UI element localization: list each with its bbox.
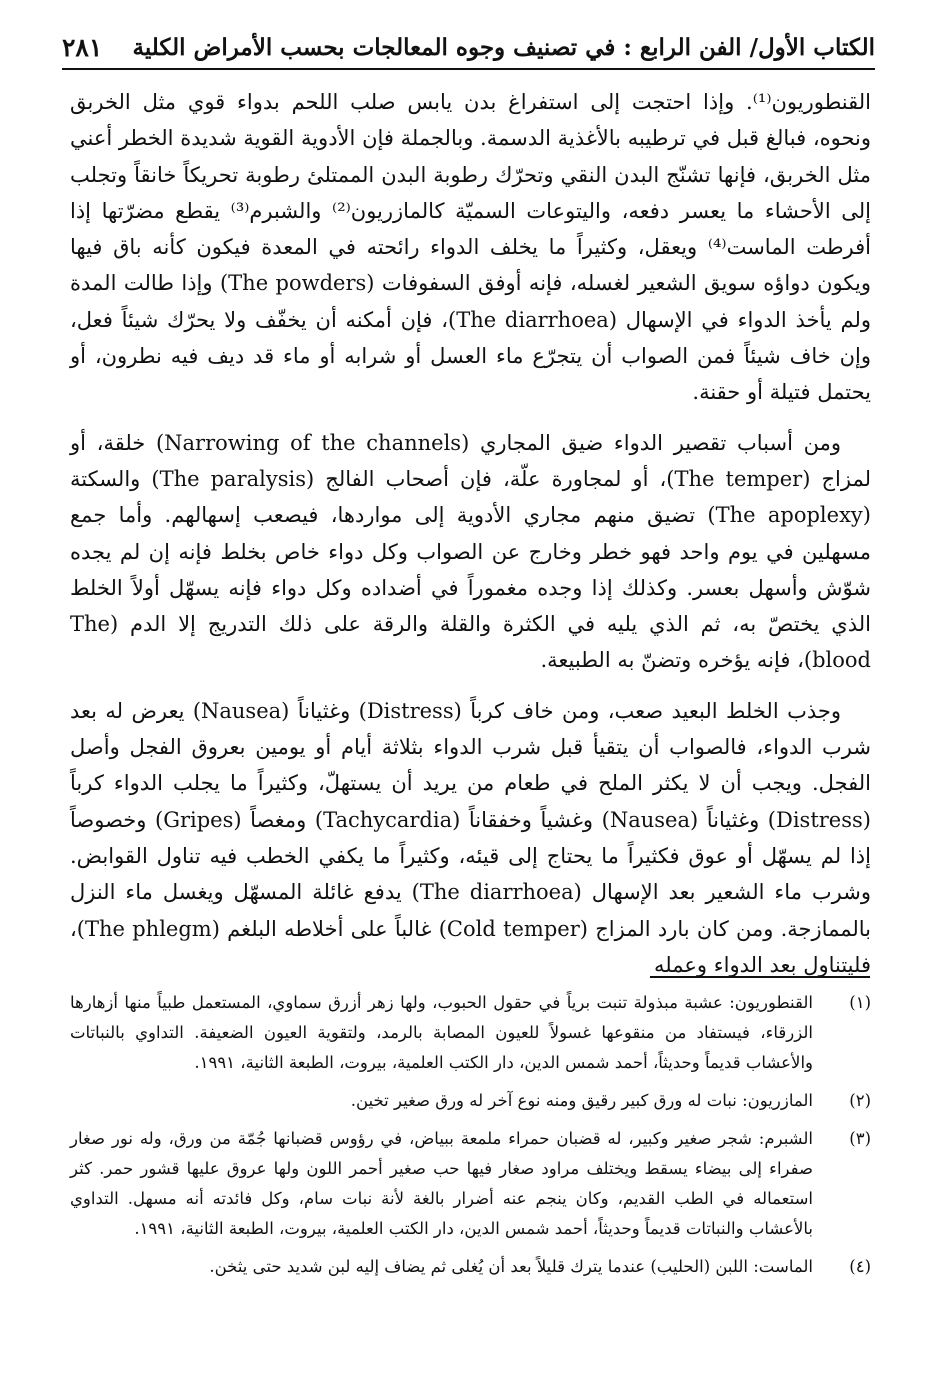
page-header [62,30,875,64]
footnotes [70,988,871,1290]
footnote [70,988,871,1078]
footnote [70,1252,871,1282]
paragraph: ومن أسباب تقصير الدواء ضيق المجاري (Narrowing of the channels) خلقة، أو لمزاج (The temper)، أو لمجاورة علّة، فإن أصحاب الفالج (The paralysis) والسكتة (The apoplexy) تضيق منهم مجاري الأدوية إلى مواردها، فيصعب إسهالهم. وأما جمع مسهلين في يوم واحد فهو خطر وخارج عن الصواب وكل دواء خاص بخلط فإنه إن لم يجده شوّش وأسهل بعسر. وكذلك إذا وجده مغموراً في أضداده وكل دواء فإنه يسهّل أولاً الخلط الذي يختصّ به، ثم الذي يليه في الكثرة والقلة والرقة على ذلك التدريج إلا الدم (The blood)، فإنه يؤخره وتضنّ به الطبيعة. [70,430,871,673]
footnote [70,1086,871,1116]
footnote-number: (٤) [849,1257,871,1276]
footnote-text: المازريون: نبات له ورق كبير رقيق ومنه نوع آخر له ورق صغير تخين. [350,1091,813,1110]
paragraph: القنطوريون⁽¹⁾. وإذا احتجت إلى استفراغ بدن يابس صلب اللحم بدواء قوي مثل الخربق ونحوه، فبالغ قبل في ترطيبه بالأغذية الدسمة. وبالجملة فإن الأدوية القوية شديدة الخطر أعني مثل الخربق، فإنها تشنّج البدن النقي وتحرّك رطوبة البدن الممتلئ رطوبة تحريكاً خانقاً وتجلب إلى الأحشاء ما يعسر دفعه، واليتوعات السميّة كالمازريون⁽²⁾ والشبرم⁽³⁾ يقطع مضرّتها إذا أفرطت الماست⁽⁴⁾ ويعقل، وكثيراً ما يخلف الدواء رائحته في المعدة فيكون كأنه باق فيها ويكون دواؤه سويق الشعير لغسله، فإنه أوفق السفوفات (The powders) وإذا طالت المدة ولم يأخذ الدواء في الإسهال (The diarrhoea)، فإن أمكنه أن يخفّف ولا يحرّك شيئاً فعل، وإن خاف شيئاً فمن الصواب أن يتجرّع ماء العسل أو شرابه أو ماء قد ديف فيه نطرون، أو يحتمل فتيلة أو حقنة. [70,90,872,405]
footnote-text: القنطوريون: عشبة مبذولة تنبت برياً في حقول الحبوب، ولها زهر أزرق سماوي، المستعمل طبياً منها أزهارها الزرقاء، فيستفاد من منقوعها غسولاً للعيون المصابة بالرمد، ولتقوية العيون الضعيفة. التداوي بالنباتات والأعشاب قديماً وحديثاً، أحمد شمس الدين، دار الكتب العلمية، بيروت، الطبعة الثانية، ١٩٩١. [70,993,813,1072]
footnote-text: الماست: اللبن (الحليب) عندما يترك قليلاً بعد أن يُغلى ثم يضاف إليه لبن شديد حتى يثخن. [209,1257,813,1276]
footnote-number: (٣) [849,1129,871,1148]
page-number: ٢٨١ [62,32,103,62]
main-text [70,84,871,997]
header-divider [62,68,875,70]
footnote-number: (٢) [849,1091,871,1110]
footnote-text: الشبرم: شجر صغير وكبير، له قضبان حمراء ملمعة ببياض، في رؤوس قضبانها جُمّة من ورق، وله نور صغار صفراء إلى بيضاء يسقط ويختلف مراود صغار فيها حب صغير أحمر اللون ولها عروق عليها قشور حمر. كثر استعماله في الطب القديم، وكان ينجم عنه أضرار بالغة لأنة نبات سام، وكل فائدته أنه مسهل. التداوي بالأعشاب والنباتات قديماً وحديثاً، أحمد شمس الدين، دار الكتب العلمية، بيروت، الطبعة الثانية، ١٩٩١. [70,1129,813,1238]
running-head: الكتاب الأول/ الفن الرابع : في تصنيف وجوه المعالجات بحسب الأمراض الكلية [132,33,875,61]
footnote [70,1124,871,1244]
paragraph: وجذب الخلط البعيد صعب، ومن خاف كرباً (Distress) وغثياناً (Nausea) يعرض له بعد شرب الدواء، فالصواب أن يتقيأ قبل شرب الدواء بثلاثة أيام أو يومين بعروق الفجل وأصل الفجل. ويجب أن لا يكثر الملح في طعام من يريد أن يستهلّ، وكثيراً ما يجلب الدواء كرباً (Distress) وغثياناً (Nausea) وغشياً وخفقاناً (Tachycardia) ومغصاً (Gripes) وخصوصاً إذا لم يسهّل أو عوق فكثيراً ما يحتاج إلى قيئه، وكثيراً ما يكفي الخطب فيه تناول القوابض. وشرب ماء الشعير بعد الإسهال (The diarrhoea) يدفع غائلة المسهّل ويغسل ماء النزل بالممازجة. ومن كان بارد المزاج (Cold temper) غالباً على أخلاطه البلغم (The phlegm)، فليتناول بعد الدواء وعمله [70,698,872,977]
footnote-number: (١) [849,993,871,1012]
footnote-divider [650,976,870,978]
